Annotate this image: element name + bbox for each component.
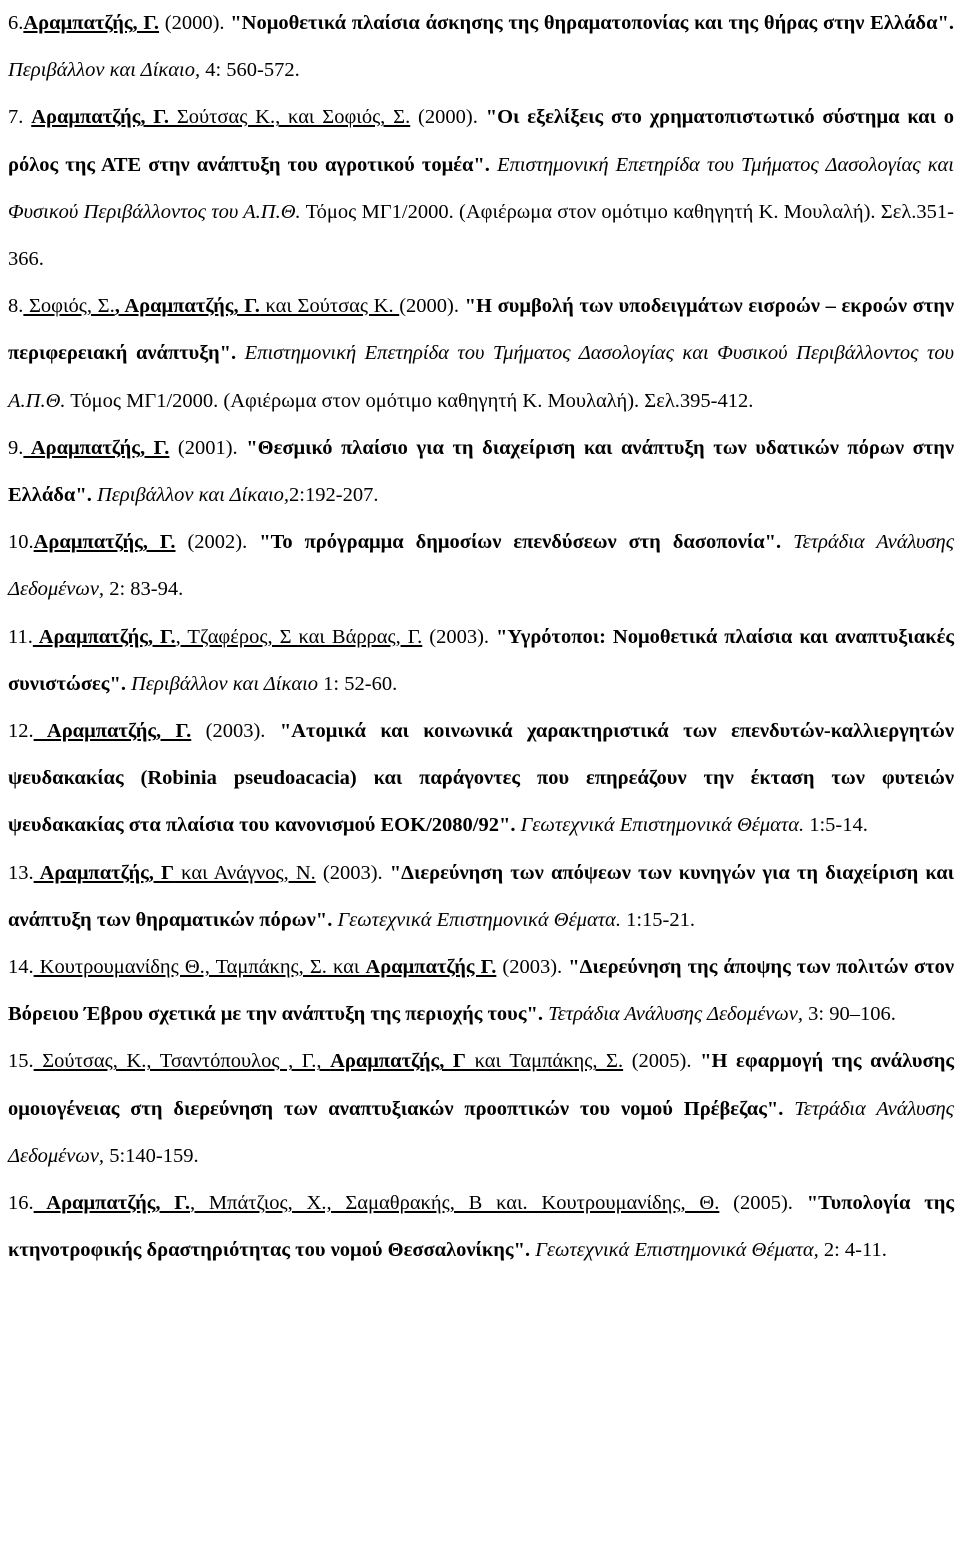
reference-text: (2003). bbox=[191, 720, 280, 743]
reference-coauthors: και Ταμπάκης, Σ. bbox=[465, 1050, 624, 1073]
reference-text: (2003). bbox=[315, 861, 390, 884]
reference-source: Γεωτεχνικά Επιστημονικά Θέματα, bbox=[530, 1239, 819, 1262]
reference-coauthors: και Ανάγνος, Ν. bbox=[174, 861, 316, 884]
reference-coauthors: , Μπάτζιος, Χ., Σαμαθρακής, Β και. Κουτρουμανίδης, Θ. bbox=[190, 1192, 720, 1215]
reference-item bbox=[8, 283, 954, 425]
reference-text: 2:192-207. bbox=[289, 484, 379, 507]
reference-text: Τόμος ΜΓ1/2000. (Αφιέρωμα στον ομότιμο καθηγητή Κ. Μουλαλή). Σελ.351-366. bbox=[8, 200, 954, 271]
reference-source: Επιστημονική Επετηρίδα του Τμήματος Δασολογίας και Φυσικού Περιβάλλοντος του Α.Π.Θ. bbox=[8, 153, 954, 223]
reference-text: (2002). bbox=[175, 531, 260, 554]
reference-text: 3: 90–106. bbox=[803, 1003, 896, 1026]
reference-item bbox=[8, 519, 954, 613]
reference-title: "Οι εξελίξεις στο χρηματοπιστωτικό σύστημα και ο ρόλος της ΑΤΕ στην ανάπτυξη του αγροτικού τομέα". bbox=[8, 106, 955, 176]
reference-number: 14. bbox=[8, 956, 34, 979]
reference-text: (2005). bbox=[623, 1050, 701, 1073]
reference-text: (2000). bbox=[399, 295, 465, 318]
reference-author: Αραμπατζής, Γ. bbox=[33, 531, 176, 554]
reference-item bbox=[8, 944, 954, 1038]
reference-text: 2: 83-94. bbox=[104, 578, 184, 601]
reference-number: 15. bbox=[8, 1050, 34, 1073]
reference-item bbox=[8, 708, 954, 850]
reference-text: 1: 52-60. bbox=[318, 672, 398, 695]
reference-item bbox=[8, 1180, 954, 1274]
reference-title: "Νομοθετικά πλαίσια άσκησης της θηραματοπονίας και της θήρας στην Ελλάδα". bbox=[230, 12, 955, 34]
reference-title: "Ατομικά και κοινωνικά χαρακτηριστικά των επενδυτών-καλλιεργητών ψευδακακίας (Robinia pseudoacacia) και παράγοντες που επηρεάζουν την έκταση των φυτειών ψευδακακίας στα πλαίσια του κανονισμού ΕΟΚ/2080/92". bbox=[8, 720, 955, 837]
reference-source: Επιστημονική Επετηρίδα του Τμήματος Δασολογίας και Φυσικού Περιβάλλοντος του Α.Π.Θ. bbox=[8, 342, 955, 412]
reference-coauthors: και Σούτσας Κ. bbox=[259, 295, 400, 318]
reference-author: Αραμπατζής Γ. bbox=[365, 956, 497, 979]
reference-number: 12. bbox=[8, 720, 34, 743]
reference-title: "Διερεύνηση των απόψεων των κυνηγών για τη διαχείριση και ανάπτυξη των θηραματικών πόρων". bbox=[8, 861, 954, 931]
reference-author: Αραμπατζής, Γ. bbox=[23, 12, 160, 34]
reference-author: Αραμπατζής, Γ. bbox=[32, 625, 176, 648]
reference-author: Αραμπατζής, Γ. bbox=[23, 436, 170, 459]
reference-number: 6. bbox=[8, 12, 24, 34]
reference-text: 1:15-21. bbox=[620, 908, 695, 931]
reference-author: Αραμπατζής, Γ bbox=[330, 1050, 466, 1073]
reference-text: 4: 560-572. bbox=[200, 59, 300, 82]
reference-author: , Αραμπατζής, Γ. bbox=[114, 295, 260, 318]
reference-coauthors: Σούτσας Κ., και Σοφιός, Σ. bbox=[169, 106, 411, 129]
reference-coauthors: Σοφιός, Σ. bbox=[23, 295, 115, 318]
reference-title: "Η συμβολή των υποδειγμάτων εισροών – εκροών στην περιφερειακή ανάπτυξη". bbox=[8, 295, 954, 365]
reference-item bbox=[8, 1038, 954, 1180]
reference-item bbox=[8, 614, 954, 708]
reference-source: Γεωτεχνικά Επιστημονικά Θέματα. bbox=[515, 814, 805, 837]
reference-title: "Η εφαρμογή της ανάλυσης ομοιογένειας στη διερεύνηση των αναπτυξιακών προοπτικών του νομού Πρέβεζας". bbox=[8, 1050, 954, 1120]
reference-number: 16. bbox=[8, 1192, 34, 1215]
reference-item bbox=[8, 0, 954, 94]
reference-title: "Το πρόγραμμα δημοσίων επενδύσεων στη δασοπονία". bbox=[259, 531, 782, 554]
reference-item bbox=[8, 94, 954, 283]
reference-number: 13. bbox=[8, 861, 34, 884]
reference-source: Τετράδια Ανάλυσης Δεδομένων, bbox=[542, 1003, 803, 1026]
reference-item bbox=[8, 850, 954, 944]
reference-number: 7. bbox=[8, 106, 24, 129]
reference-number: 10. bbox=[8, 531, 34, 554]
reference-author: Αραμπατζής, Γ. bbox=[31, 106, 169, 129]
reference-text: (2000). bbox=[410, 106, 486, 129]
reference-source: Περιβάλλον και Δίκαιο, bbox=[8, 59, 201, 82]
reference-source: Περιβάλλον και Δίκαιο bbox=[125, 672, 319, 695]
reference-text: (2003). bbox=[496, 956, 569, 979]
reference-text: Τόμος ΜΓ1/2000. (Αφιέρωμα στον ομότιμο καθηγητή Κ. Μουλαλή). Σελ.395-412. bbox=[65, 389, 754, 412]
reference-author: Αραμπατζής, Γ. bbox=[33, 1192, 190, 1215]
reference-coauthors: Σούτσας, Κ., Τσαντόπουλος , Γ., bbox=[33, 1050, 331, 1073]
reference-text: (2000). bbox=[159, 12, 231, 34]
reference-title: "Υγρότοποι: Νομοθετικά πλαίσια και αναπτυξιακές συνιστώσες". bbox=[8, 625, 955, 695]
reference-number: 8. bbox=[8, 295, 24, 318]
reference-number: 11. bbox=[8, 625, 33, 648]
reference-text: 2: 4-11. bbox=[818, 1239, 887, 1262]
reference-text: 5:140-159. bbox=[104, 1144, 199, 1167]
reference-author: Αραμπατζής, Γ bbox=[33, 861, 175, 884]
reference-title: "Τυπολογία της κτηνοτροφικής δραστηριότητας του νομού Θεσσαλονίκης". bbox=[8, 1192, 955, 1262]
reference-author: Αραμπατζής, Γ. bbox=[33, 720, 192, 743]
reference-text: (2003). bbox=[422, 625, 497, 648]
reference-source: Περιβάλλον και Δίκαιο, bbox=[91, 484, 290, 507]
reference-source: Γεωτεχνικά Επιστημονικά Θέματα. bbox=[332, 908, 621, 931]
reference-text: (2005). bbox=[719, 1192, 807, 1215]
reference-text: (2001). bbox=[169, 436, 247, 459]
reference-title: "Θεσμικό πλαίσιο για τη διαχείριση και ανάπτυξη των υδατικών πόρων στην Ελλάδα". bbox=[8, 436, 954, 507]
reference-item bbox=[8, 425, 954, 519]
reference-coauthors: Κουτρουμανίδης Θ., Ταμπάκης, Σ. και bbox=[33, 956, 366, 979]
reference-text: 1:5-14. bbox=[804, 814, 868, 837]
reference-title: "Διερεύνηση της άποψης των πολιτών στον Βόρειου Έβρου σχετικά με την ανάπτυξη της περιοχής τους". bbox=[8, 956, 955, 1026]
reference-coauthors: , Τζαφέρος, Σ και Βάρρας, Γ. bbox=[175, 625, 423, 648]
reference-number: 9. bbox=[8, 436, 24, 459]
reference-source: Τετράδια Ανάλυσης Δεδομένων, bbox=[8, 1097, 954, 1167]
reference-source: Τετράδια Ανάλυσης Δεδομένων, bbox=[8, 531, 955, 601]
